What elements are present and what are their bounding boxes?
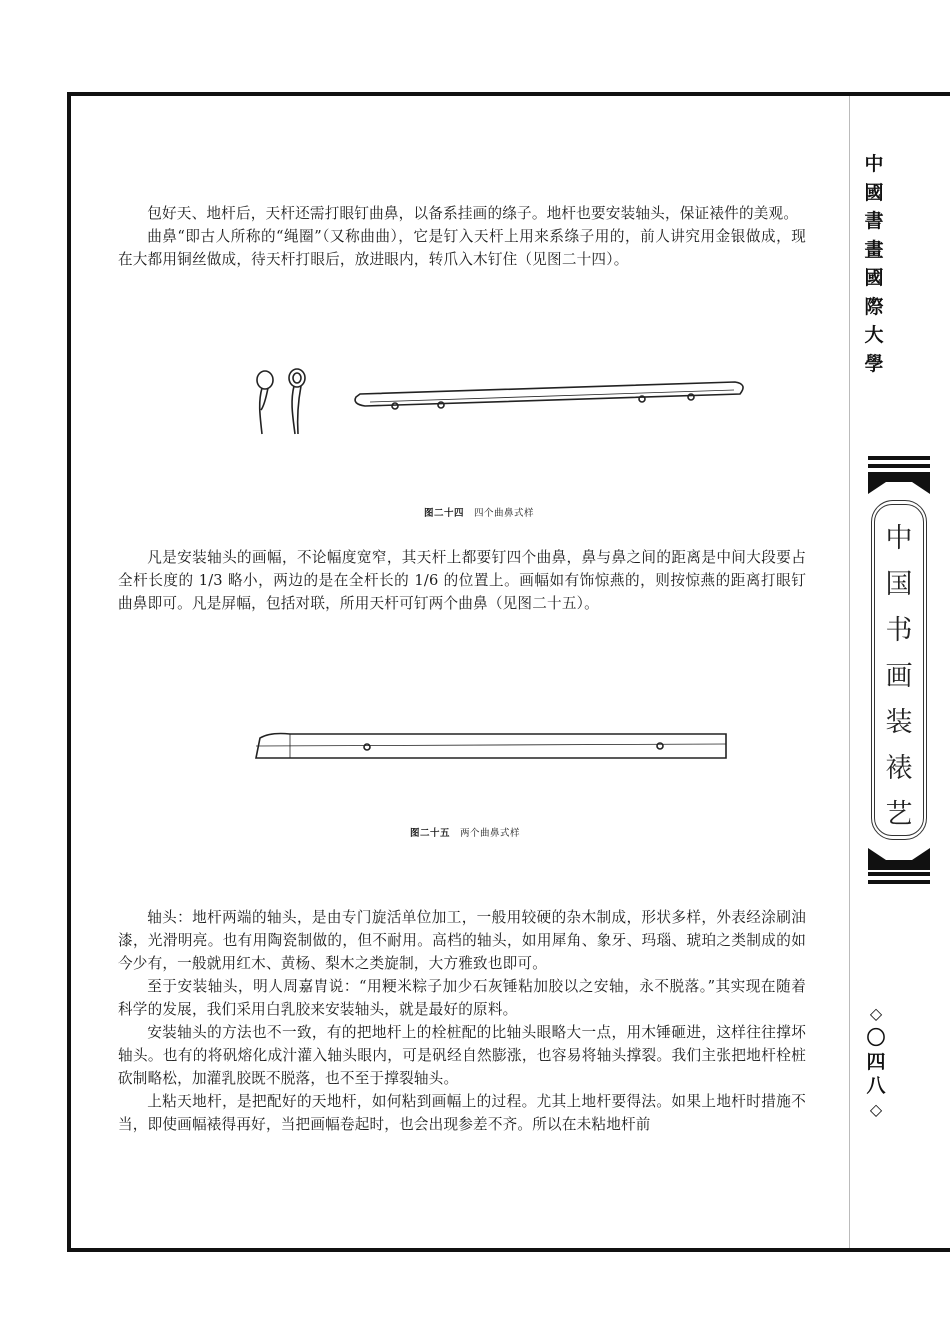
publisher-char: 國 <box>864 181 884 204</box>
figure-title: 四个曲鼻式样 <box>474 508 535 519</box>
paragraph: 凡是安装轴头的画幅，不论幅度宽窄，其天杆上都要钉四个曲鼻，鼻与鼻之间的距离是中间大段要占全杆长度的 1/3 略小，两边的是在全杆长的 1/6 的位置上。画幅如有饰惊燕的，则按惊燕的距离打眼钉曲鼻即可。凡是屏幅，包括对联，所用天杆可钉两个曲鼻（见图二十五）。 <box>118 549 806 612</box>
top-rod <box>355 382 743 406</box>
title-char: 艺 <box>885 799 913 830</box>
title-char: 中 <box>885 523 913 554</box>
figure-24-illustration <box>240 364 760 444</box>
tag-bottom-ornament <box>868 840 930 870</box>
publisher-char: 書 <box>864 210 884 232</box>
title-char: 裱 <box>885 753 913 784</box>
figure-25-illustration <box>250 728 730 764</box>
tag-top-ornament <box>868 472 930 502</box>
paragraph: 轴头：地杆两端的轴头，是由专门旋活单位加工，一般用较硬的杂木制成，形状多样，外表经涂刷油漆，光滑明亮。也有用陶瓷制做的，但不耐用。高档的轴头，如用犀角、象牙、玛瑙、琥珀之类制成的如今少有，一般就用红木、黄杨、梨木之类旋制，大方雅致也即可。 <box>118 909 806 972</box>
curved-hook-1 <box>257 371 273 389</box>
figure-24-caption <box>424 505 534 519</box>
body-text-bottom <box>118 906 806 1136</box>
title-char: 画 <box>885 661 913 692</box>
page-number-char: 〇 <box>866 1027 886 1049</box>
figure-title: 两个曲鼻式样 <box>460 828 521 839</box>
book-title <box>874 516 924 838</box>
diamond-ornament: ◇ <box>869 1004 883 1023</box>
paragraph: 至于安装轴头，明人周嘉胄说：“用粳米粽子加少石灰锤粘加胶以之安轴，永不脱落。”其实现在随着科学的发展，我们采用白乳胶来安装轴头，就是最好的原料。 <box>118 978 806 1018</box>
paragraph: 曲鼻“即古人所称的“绳圈”（又称曲曲），它是钉入天杆上用来系绦子用的，前人讲究用金银做成，现在大都用铜丝做成，待天杆打眼后，放进眼内，转爪入木钉住（见图二十四）。 <box>118 228 806 268</box>
paragraph: 包好天、地杆后，天杆还需打眼钉曲鼻，以备系挂画的绦子。地杆也要安装轴头，保证裱件的美观。 <box>147 205 799 222</box>
title-char: 书 <box>885 615 913 646</box>
page-number-char: 八 <box>866 1075 886 1097</box>
book-title-tag <box>868 456 930 886</box>
title-char: 装 <box>885 707 913 738</box>
figure-label: 图二十五 <box>410 828 451 839</box>
paragraph: 安装轴头的方法也不一致，有的把地杆上的栓桩配的比轴头眼略大一点，用木锤砸进，这样往往撑坏轴头。也有的将矾熔化成汁灌入轴头眼内，可是矾经自然膨涨，也容易将轴头撑裂。我们主张把地杆栓桩砍制略松，加灌乳胶既不脱落，也不至于撑裂轴头。 <box>118 1024 806 1087</box>
page-number-char: 四 <box>866 1051 886 1073</box>
page-number <box>860 1002 892 1122</box>
paragraph: 上粘天地杆，是把配好的天地杆，如何粘到画幅上的过程。尤其上地杆要得法。如果上地杆时措施不当，即使画幅裱得再好，当把画幅卷起时，也会出现参差不齐。所以在未粘地杆前 <box>118 1093 806 1133</box>
title-char: 国 <box>885 569 913 600</box>
body-text-middle <box>118 546 806 615</box>
sidebar-divider <box>849 96 850 1248</box>
figure-label: 图二十四 <box>424 508 465 519</box>
publisher-char: 大 <box>864 324 884 346</box>
publisher-name <box>858 150 890 378</box>
publisher-char: 學 <box>864 352 884 375</box>
publisher-char: 中 <box>864 153 884 175</box>
curved-hook-1-stem <box>260 388 262 434</box>
diamond-ornament: ◇ <box>869 1100 883 1119</box>
publisher-char: 畫 <box>864 238 884 261</box>
publisher-char: 際 <box>864 295 884 318</box>
publisher-char: 國 <box>864 267 884 289</box>
body-text-top <box>118 202 806 271</box>
figure-25-caption <box>410 825 520 839</box>
curved-hook-2 <box>289 369 305 387</box>
